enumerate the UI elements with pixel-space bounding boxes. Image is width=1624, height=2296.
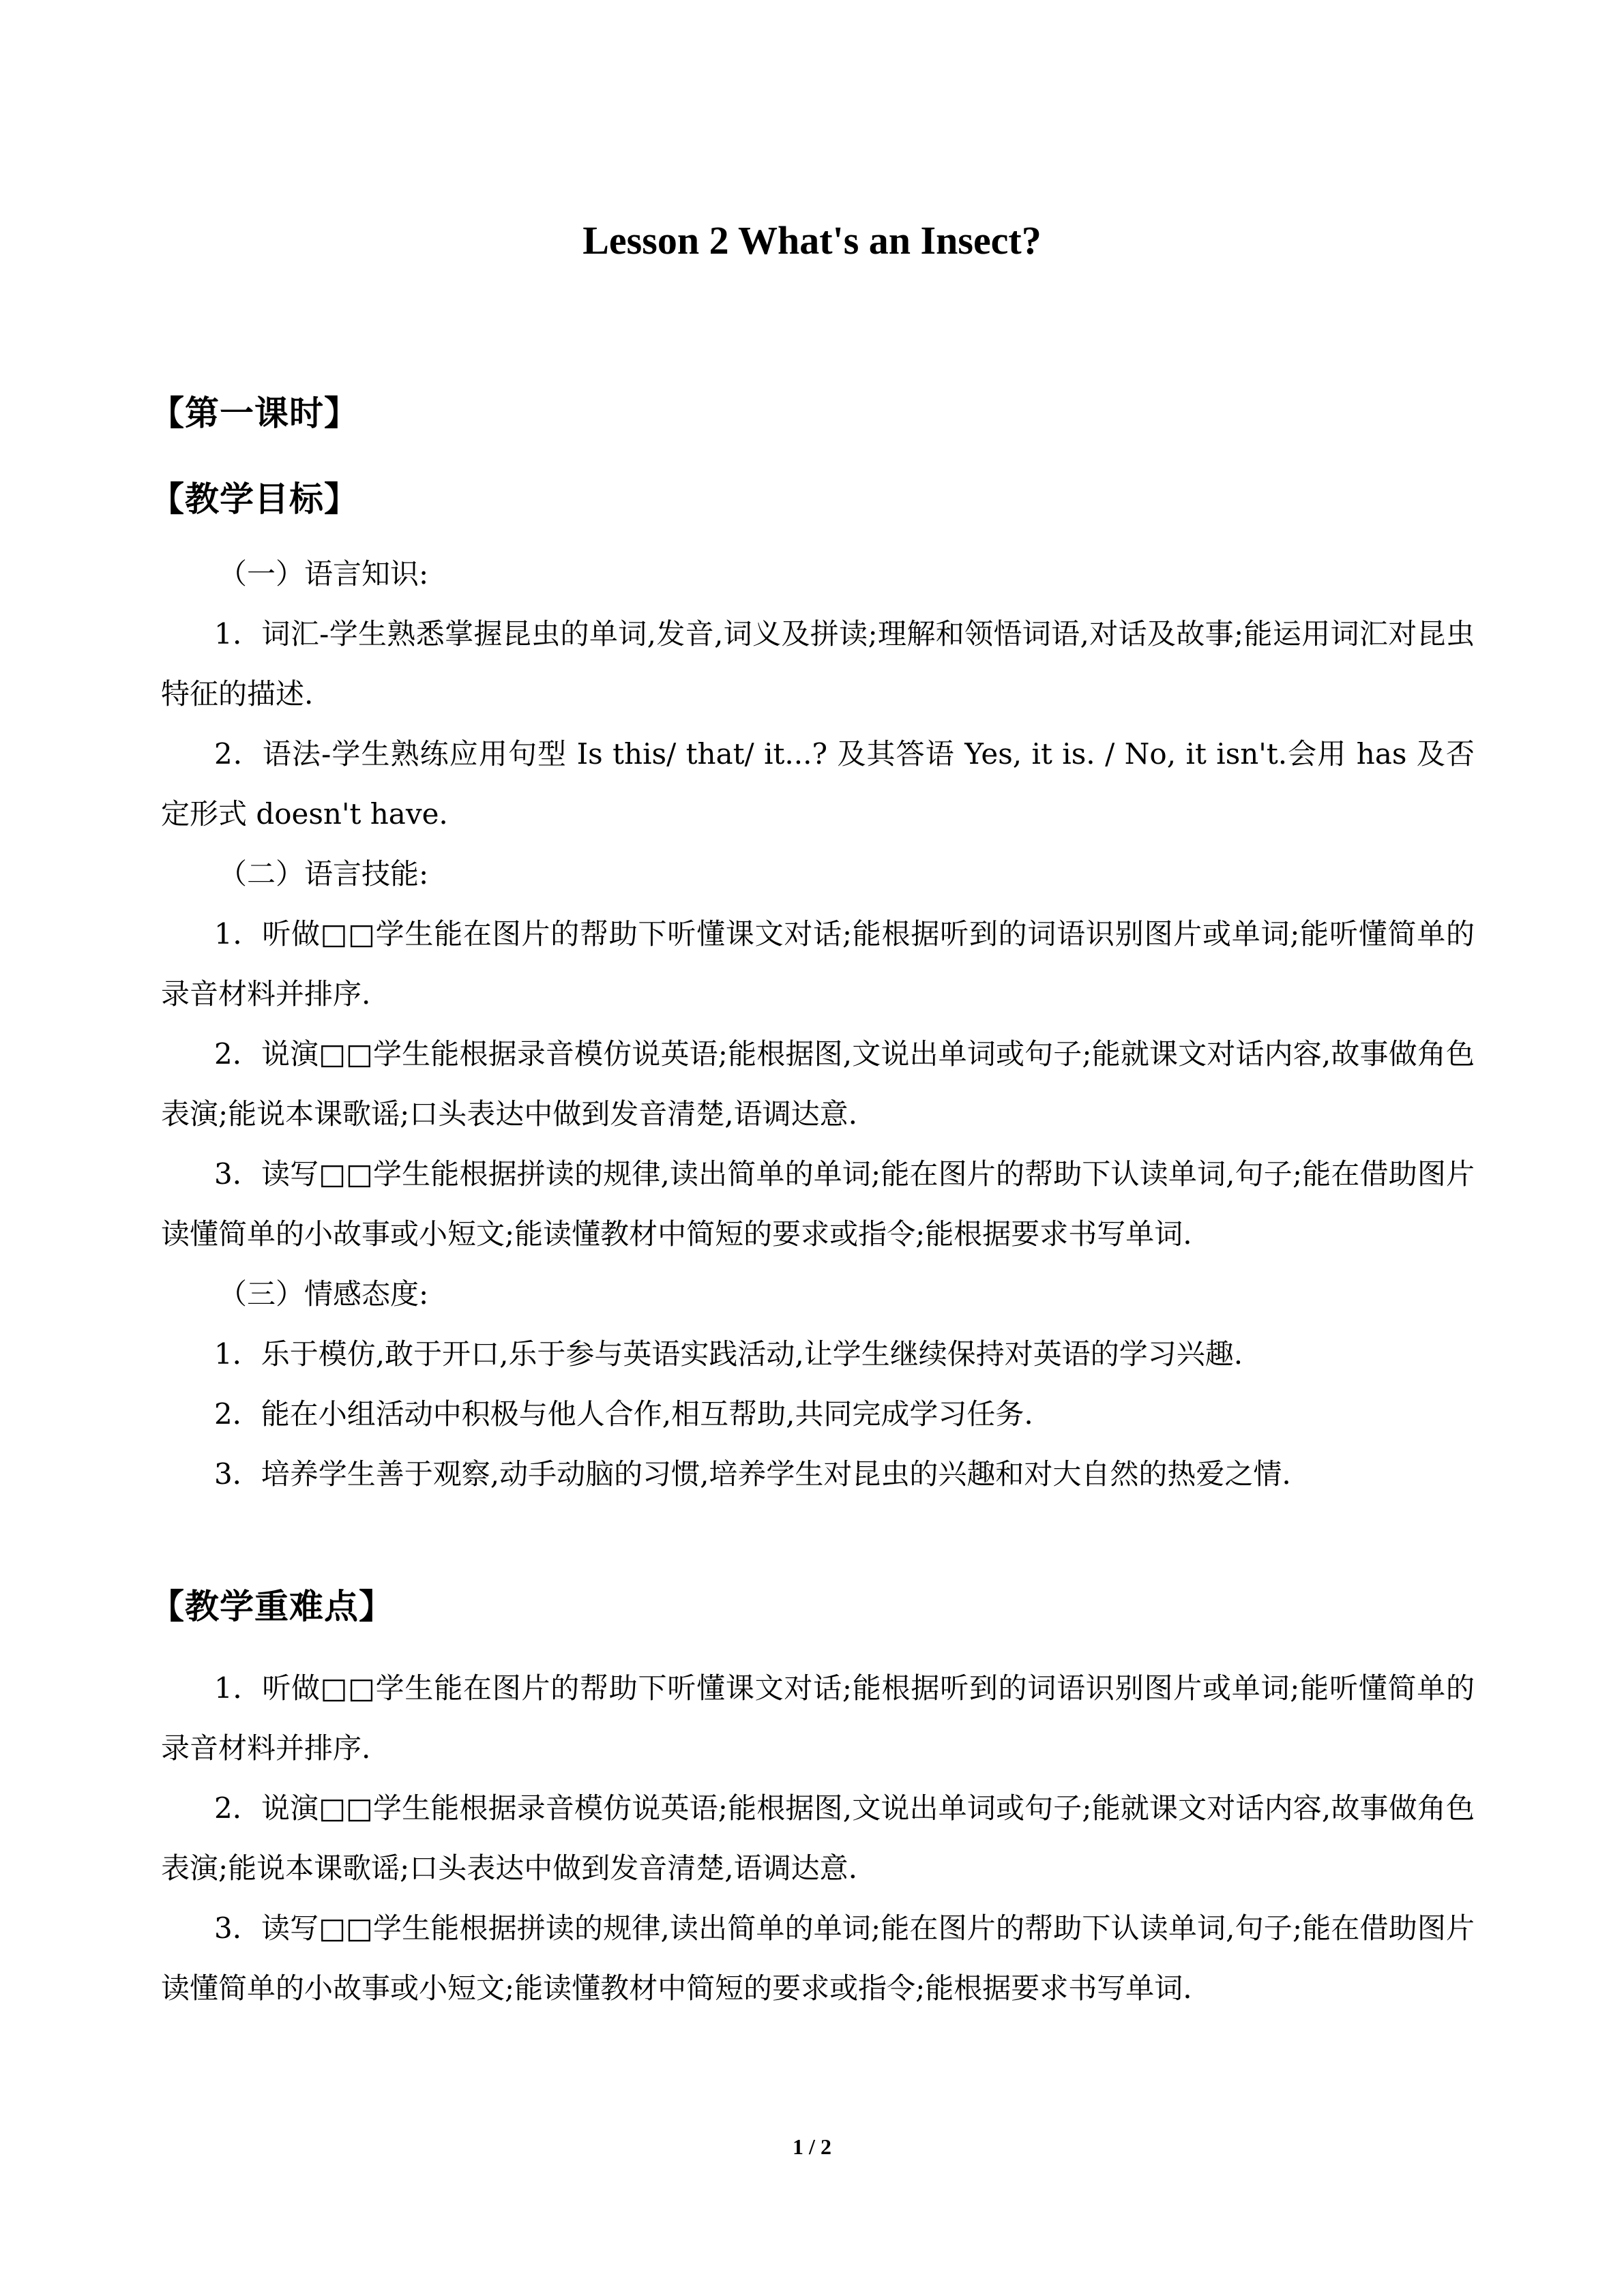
list-item: 3．培养学生善于观察,动手动脑的习惯,培养学生对昆虫的兴趣和对大自然的热爱之情. <box>214 1457 1291 1491</box>
list-item: 2．说演□□学生能根据录音模仿说英语;能根据图,文说出单词或句子;能就课文对话内容,故事做角色表演;能说本课歌谣;口头表达中做到发音清楚,语调达意. <box>161 1037 1475 1131</box>
objectives-content <box>161 544 1475 1504</box>
list-item: 1．听做□□学生能在图片的帮助下听懂课文对话;能根据听到的词语识别图片或单词;能听懂简单的录音材料并排序. <box>161 917 1475 1011</box>
key-points-content <box>161 1658 1475 2018</box>
section-heading-key-points: 【教学重难点】 <box>150 1586 394 1626</box>
list-item: 3．读写□□学生能根据拼读的规律,读出简单的单词;能在图片的帮助下认读单词,句子;能在借助图片读懂简单的小故事或小短文;能读懂教材中简短的要求或指令;能根据要求书写单词. <box>161 1157 1475 1251</box>
section-heading-period: 【第一课时】 <box>150 393 359 433</box>
list-item: 2．能在小组活动中积极与他人合作,相互帮助,共同完成学习任务. <box>214 1397 1033 1431</box>
section-heading-objectives: 【教学目标】 <box>150 479 359 519</box>
page-number: 1 / 2 <box>793 2134 831 2159</box>
list-item: 1．听做□□学生能在图片的帮助下听懂课文对话;能根据听到的词语识别图片或单词;能听懂简单的录音材料并排序. <box>161 1671 1475 1765</box>
subheading-language-knowledge: （一）语言知识: <box>218 557 429 591</box>
list-item: 2．说演□□学生能根据录音模仿说英语;能根据图,文说出单词或句子;能就课文对话内容,故事做角色表演;能说本课歌谣;口头表达中做到发音清楚,语调达意. <box>161 1791 1475 1885</box>
list-item: 1．词汇-学生熟悉掌握昆虫的单词,发音,词义及拼读;理解和领悟词语,对话及故事;能运用词汇对昆虫特征的描述. <box>161 617 1475 711</box>
list-item: 1．乐于模仿,敢于开口,乐于参与英语实践活动,让学生继续保持对英语的学习兴趣. <box>214 1337 1243 1371</box>
list-item: 3．读写□□学生能根据拼读的规律,读出简单的单词;能在图片的帮助下认读单词,句子;能在借助图片读懂简单的小故事或小短文;能读懂教材中简短的要求或指令;能根据要求书写单词. <box>161 1911 1475 2005</box>
subheading-language-skills: （二）语言技能: <box>218 857 429 891</box>
list-item: 2．语法-学生熟练应用句型 Is this/ that/ it...? 及其答语 Yes, it is. / No, it isn't.会用 has 及否定形式 doesn't have. <box>161 737 1475 831</box>
subheading-attitude: （三）情感态度: <box>218 1277 429 1311</box>
page-title: Lesson 2 What's an Insect? <box>582 218 1042 263</box>
